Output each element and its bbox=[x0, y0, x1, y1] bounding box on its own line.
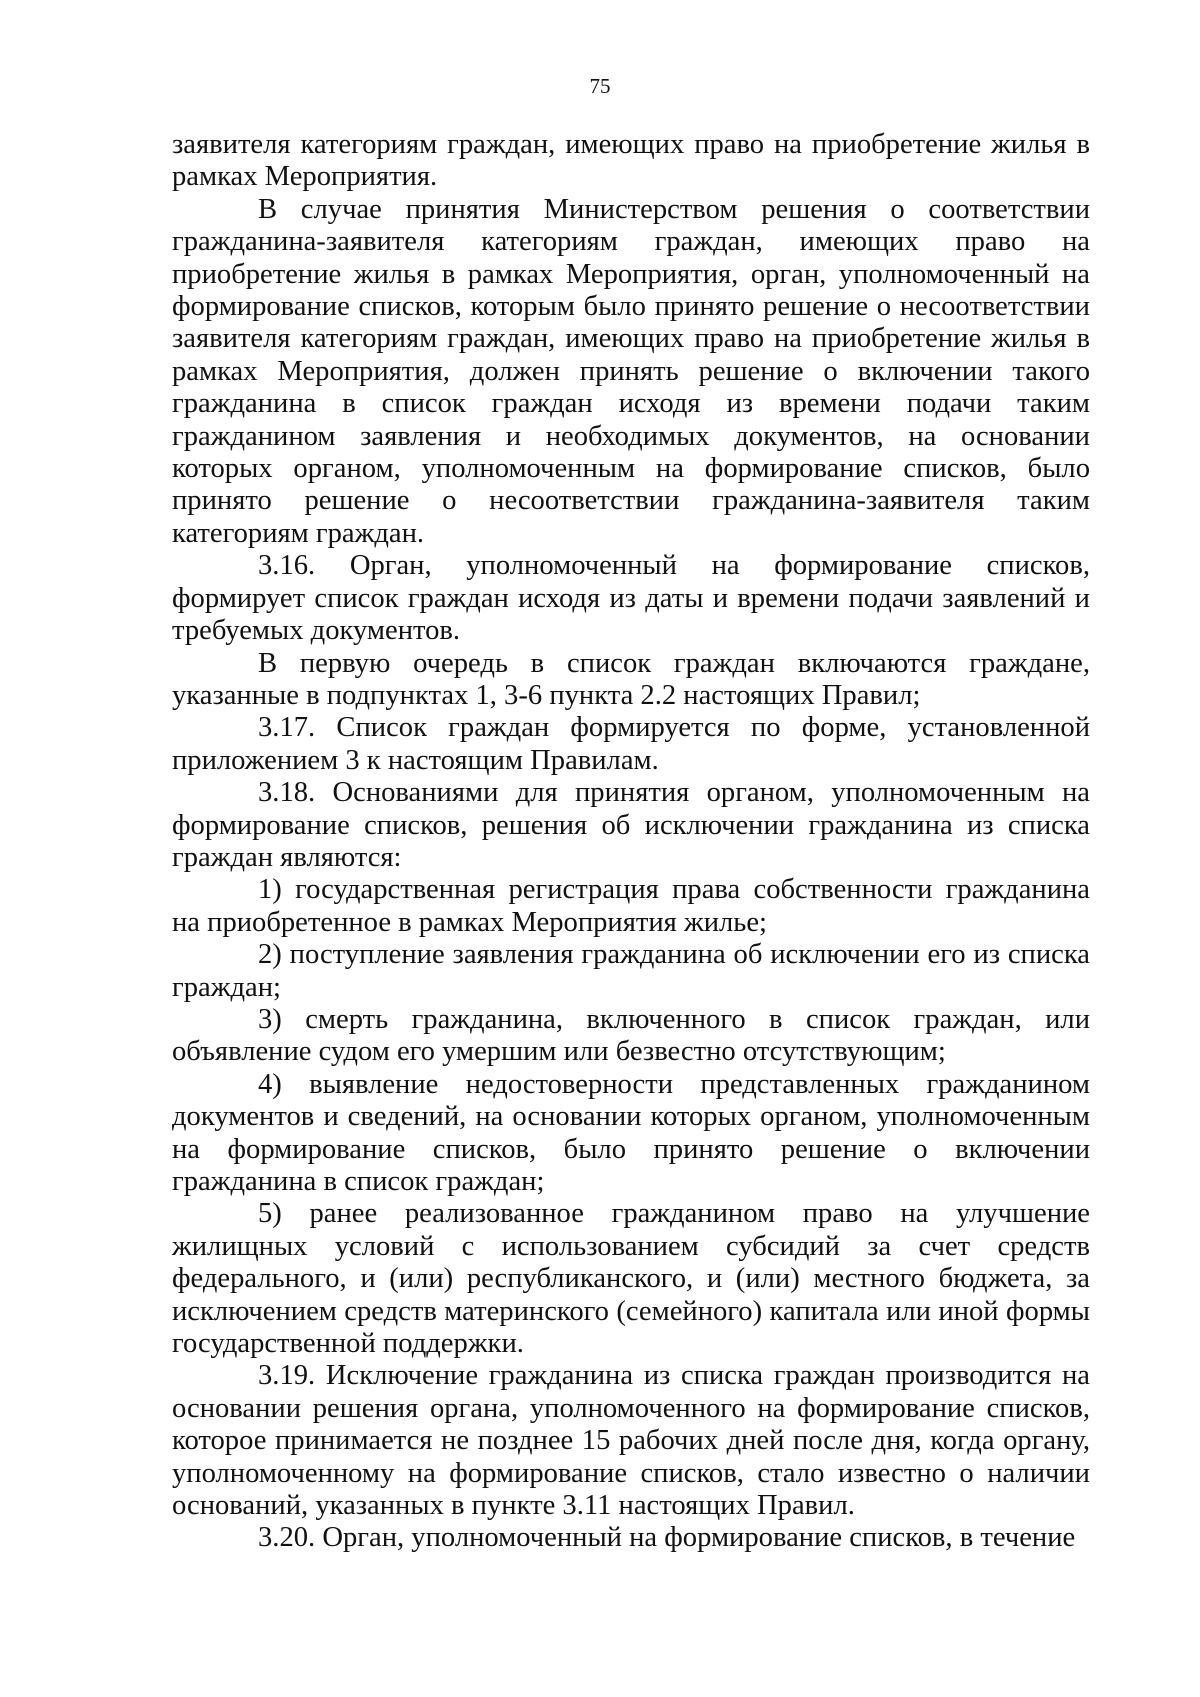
paragraph-3-17: 3.17. Список граждан формируется по форме, установленной приложением 3 к настоящим Правилам. bbox=[172, 712, 1090, 776]
list-item-3: 3) смерть гражданина, включенного в список граждан, или объявление судом его умершим или безвестно отсутствующим; bbox=[172, 1003, 1090, 1068]
paragraph-3-18: 3.18. Основаниями для принятия органом, уполномоченным на формирование списков, решения об исключении гражданина из списка граждан являются: bbox=[172, 777, 1090, 873]
paragraph-3-16: 3.16. Орган, уполномоченный на формирование списков, формирует список граждан исходя из даты и времени подачи заявлений и требуемых документов. bbox=[172, 550, 1090, 647]
paragraph-2: В случае принятия Министерством решения о соответствии гражданина-заявителя категориям граждан, имеющих право на приобретение жилья в рамках Мероприятия, орган, уполномоченный на формирование списков, которым было принято решение о несоответствии заявителя категориям граждан, имеющих право на приобретение жилья в рамках Мероприятия, должен принять решение о включении такого гражданина в список граждан исходя из времени подачи таким гражданином заявления и необходимых документов, на основании которых органом, уполномоченным на формирование списков, было принято решение о несоответствии гражданина-заявителя таким категориям граждан. bbox=[172, 193, 1090, 549]
list-item-2: 2) поступление заявления гражданина об исключении его из списка граждан; bbox=[172, 939, 1090, 1003]
document-body bbox=[172, 129, 1090, 1555]
paragraph-first-priority: В первую очередь в список граждан включаются граждане, указанные в подпунктах 1, 3-6 пункта 2.2 настоящих Правил; bbox=[172, 647, 1090, 711]
paragraph-3-19: 3.19. Исключение гражданина из списка граждан производится на основании решения органа, уполномоченного на формирование списков, которое принимается не позднее 15 рабочих дней после дня, когда органу, уполномоченному на формирование списков, стало известно о наличии оснований, указанных в пункте 3.11 настоящих Правил. bbox=[172, 1360, 1090, 1522]
list-item-1: 1) государственная регистрация права собственности гражданина на приобретенное в рамках Мероприятия жилье; bbox=[172, 874, 1090, 938]
list-item-5: 5) ранее реализованное гражданином право на улучшение жилищных условий с использованием субсидий за счет средств федерального, и (или) республиканского, и (или) местного бюджета, за исключением средств материнского (семейного) капитала или иной формы государственной поддержки. bbox=[172, 1198, 1090, 1360]
paragraph-3-20: 3.20. Орган, уполномоченный на формирование списков, в течение bbox=[258, 1522, 1076, 1554]
paragraph-1: заявителя категориям граждан, имеющих право на приобретение жилья в рамках Мероприятия. bbox=[172, 129, 1090, 193]
list-item-4: 4) выявление недостоверности представленных гражданином документов и сведений, на основании которых органом, уполномоченным на формирование списков, было принято решение о включении гражданина в список граждан; bbox=[172, 1068, 1090, 1197]
page-number: 75 bbox=[589, 74, 611, 98]
